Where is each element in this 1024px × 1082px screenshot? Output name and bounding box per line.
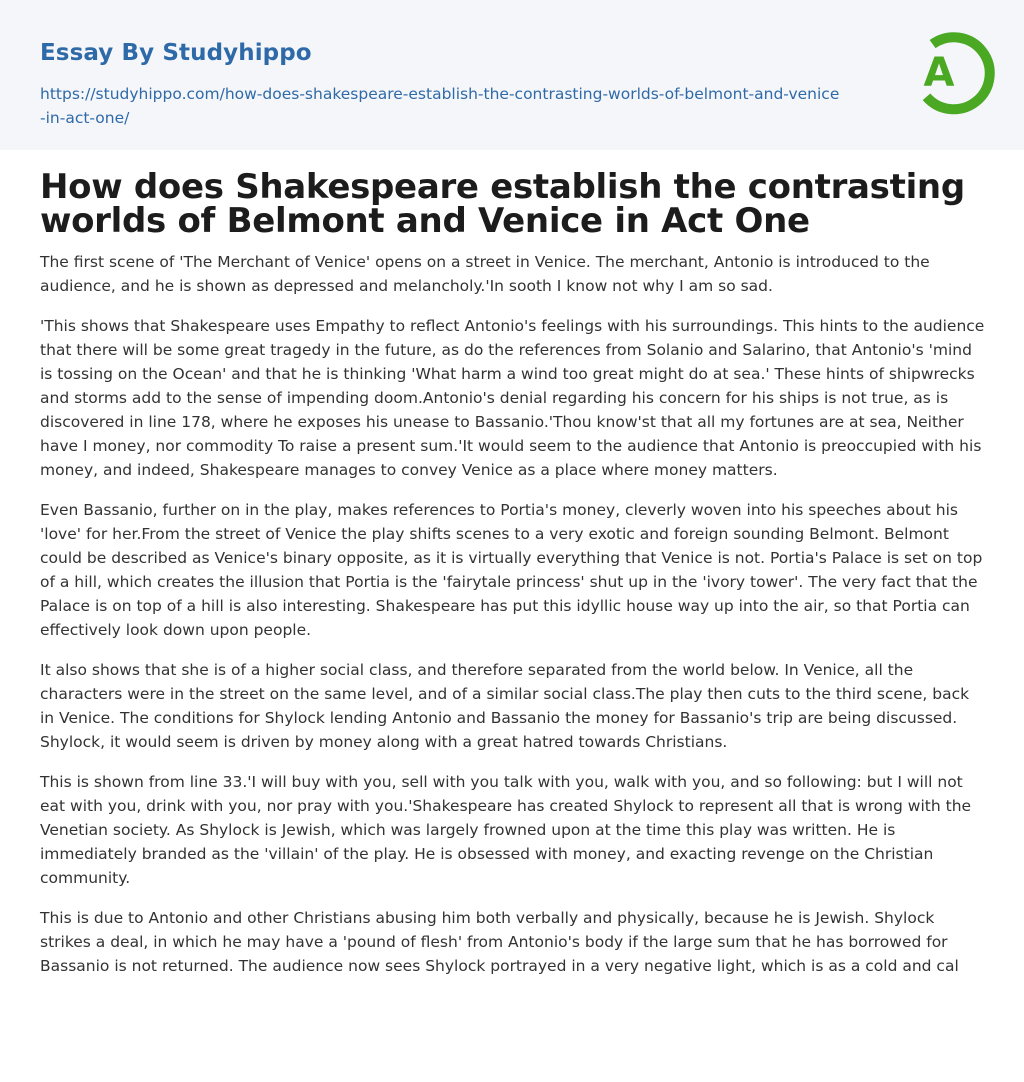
logo-graphic <box>904 24 1000 120</box>
essay-paragraph: Even Bassanio, further on in the play, makes references to Portia's money, cleverly woven into his speeches about his 'love' for her.From the street of Venice the play shifts scenes to a very exotic and foreign sounding Belmont. Belmont could be described as Venice's binary opposite, as it is virtually everything that Venice is not. Portia's Palace is set on top of a hill, which creates the illusion that Portia is the 'fairytale princess' shut up in the 'ivory tower'. The very fact that the Palace is on top of a hill is also interesting. Shakespeare has put this idyllic house way up into the air, so that Portia can effectively look down upon people. <box>40 501 983 639</box>
site-brand[interactable]: Essay By Studyhippo <box>40 40 312 66</box>
essay-paragraph: The first scene of 'The Merchant of Venice' opens on a street in Venice. The merchant, Antonio is introduced to the audience, and he is shown as depressed and melancholy.'In sooth I know not why I am so sad. <box>40 253 930 295</box>
essay-paragraph: This is shown from line 33.'I will buy with you, sell with you talk with you, walk with you, and so following: but I will not eat with you, drink with you, nor pray with you.'Shakespeare has created Shylock to represent all that is wrong with the Venetian society. As Shylock is Jewish, which was largely frowned upon at the time this play was written. He is immediately branded as the 'villain' of the play. He is obsessed with money, and exacting revenge on the Christian community. <box>40 773 972 887</box>
essay-title: How does Shakespeare establish the contrasting worlds of Belmont and Venice in Act One <box>40 167 965 241</box>
essay-paragraph: 'This shows that Shakespeare uses Empathy to reflect Antonio's feelings with his surroundings. This hints to the audience that there will be some great tragedy in the future, as do the references from Solanio and Salarino, that Antonio's 'mind is tossing on the Ocean' and that he is thinking 'What harm a wind too great might do at sea.' These hints of shipwrecks and storms add to the sense of impending doom.Antonio's denial regarding his concern for his ships is not true, as is discovered in line 178, where he exposes his unease to Bassanio.'Thou know'st that all my fortunes are at sea, Neither have I money, nor commodity To raise a present sum.'It would seem to the audience that Antonio is preoccupied with his money, and indeed, Shakespeare manages to convey Venice as a place where money matters. <box>40 317 985 479</box>
essay-content <box>40 167 986 994</box>
essay-url-link[interactable]: https://studyhippo.com/how-does-shakespeare-establish-the-contrasting-worlds-of-belmont-and-venice-in-act-one/ <box>40 85 840 127</box>
logo-letter: A <box>923 50 955 96</box>
essay-paragraph: This is due to Antonio and other Christians abusing him both verbally and physically, because he is Jewish. Shylock strikes a deal, in which he may have a 'pound of flesh' from Antonio's body if the large sum that he has borrowed for Bassanio is not returned. The audience now sees Shylock portrayed in a very negative light, which is as a cold and cal <box>40 909 959 975</box>
essay-paragraph: It also shows that she is of a higher social class, and therefore separated from the world below. In Venice, all the characters were in the street on the same level, and of a similar social class.The play then cuts to the third scene, back in Venice. The conditions for Shylock lending Antonio and Bassanio the money for Bassanio's trip are being discussed. Shylock, it would seem is driven by money along with a great hatred towards Christians. <box>40 661 970 751</box>
site-header <box>0 0 1024 150</box>
essay-body <box>40 250 986 978</box>
studyhippo-logo-icon[interactable] <box>904 24 1000 120</box>
